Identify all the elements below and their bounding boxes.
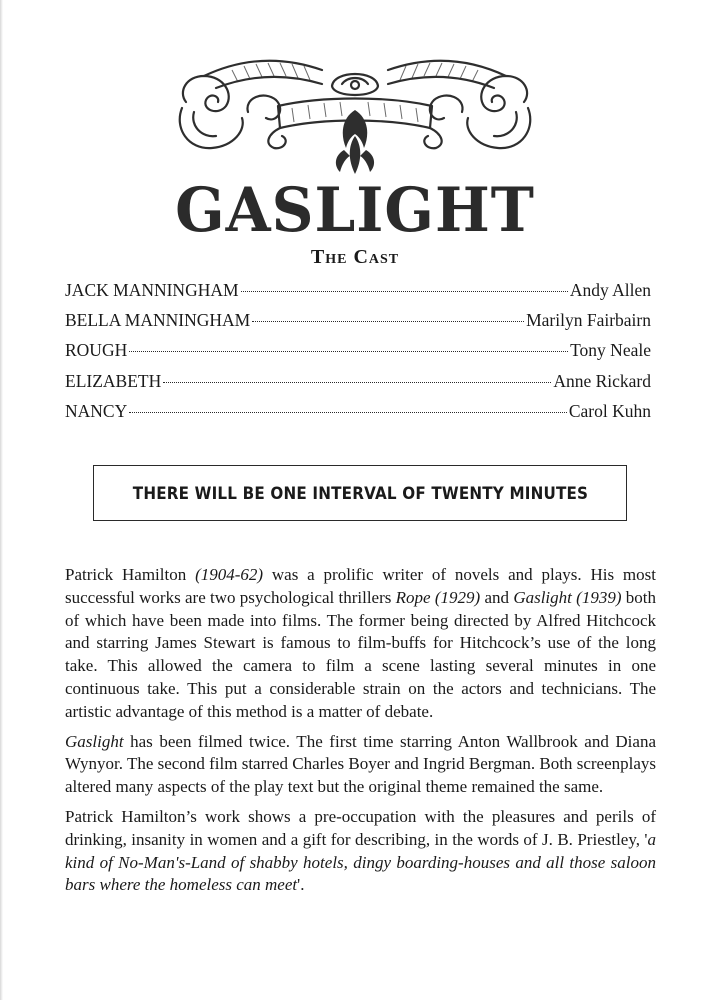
play-title: GASLIGHT <box>175 174 535 246</box>
article-paragraph <box>65 731 656 799</box>
cast-actor: Carol Kuhn <box>568 400 651 421</box>
author-dates: (1904-62) <box>195 565 264 584</box>
cast-role: JACK MANNINGHAM <box>65 280 239 300</box>
cast-actor: Tony Neale <box>570 340 651 361</box>
text-run: has been filmed twice. The first time starring Anton Wallbrook and Diana Wynyor. The second film starred Charles Boyer and Ingrid Bergman. Both screenplays altered many aspects of the play text but the original theme remained the same. <box>65 731 656 797</box>
cast-role: NANCY <box>65 400 128 421</box>
article-paragraph <box>65 806 656 897</box>
cast-actor: Marilyn Fairbairn <box>526 310 651 331</box>
dot-leader <box>129 411 567 413</box>
dot-leader <box>252 320 524 322</box>
priestley-quote: a kind of No-Man's-Land of shabby hotels, dingy boarding-houses and all those saloon bars where the homeless can meet <box>65 829 656 895</box>
work-title-gaslight: Gaslight <box>65 731 124 751</box>
cast-role: ROUGH <box>65 340 128 361</box>
cast-row <box>65 275 651 305</box>
cast-row <box>65 366 651 396</box>
interval-notice-text: THERE WILL BE ONE INTERVAL OF TWENTY MINUTES <box>132 483 588 503</box>
text-run: both of which have been made into films. The former being directed by Alfred Hitchcock and starring James Stewart is famous to film-buffs for Hitchcock’s use of the long take. This allowed the camera to film a scene lasting several minutes in one continuous take. This put a considerable strain on the actors and technicians. The artistic advantage of this method is a matter of debate. <box>65 587 656 721</box>
work-title-rope: Rope (1929) <box>395 587 481 607</box>
dot-leader <box>163 381 551 383</box>
cast-list <box>65 275 651 426</box>
cast-role: BELLA MANNINGHAM <box>65 310 251 331</box>
scroll-banner-ornament-icon <box>172 52 538 180</box>
cast-row <box>65 396 651 426</box>
text-run: Patrick Hamilton <box>65 565 196 584</box>
interval-notice-box <box>93 465 627 521</box>
page-edge <box>0 0 3 1000</box>
cast-heading: The Cast <box>310 246 400 268</box>
cast-role: ELIZABETH <box>65 370 162 391</box>
cast-row <box>65 335 651 365</box>
text-run: Patrick Hamilton’s work shows a pre-occupation with the pleasures and perils of drinking, insanity in women and a gift for describing, in the words of J. B. Priestley, ' <box>65 806 656 849</box>
cast-actor: Anne Rickard <box>553 370 651 391</box>
dot-leader <box>129 350 568 352</box>
text-run: '. <box>297 875 305 895</box>
text-run: and <box>480 587 514 607</box>
dot-leader <box>241 290 568 292</box>
article-body <box>65 564 656 904</box>
cast-actor: Andy Allen <box>569 280 651 300</box>
cast-row <box>65 305 651 335</box>
text-run: was a prolific writer of novels and plays. His most successful works are two psychological thrillers <box>65 565 656 607</box>
work-title-gaslight: Gaslight (1939) <box>513 587 622 607</box>
article-paragraph <box>65 564 656 724</box>
